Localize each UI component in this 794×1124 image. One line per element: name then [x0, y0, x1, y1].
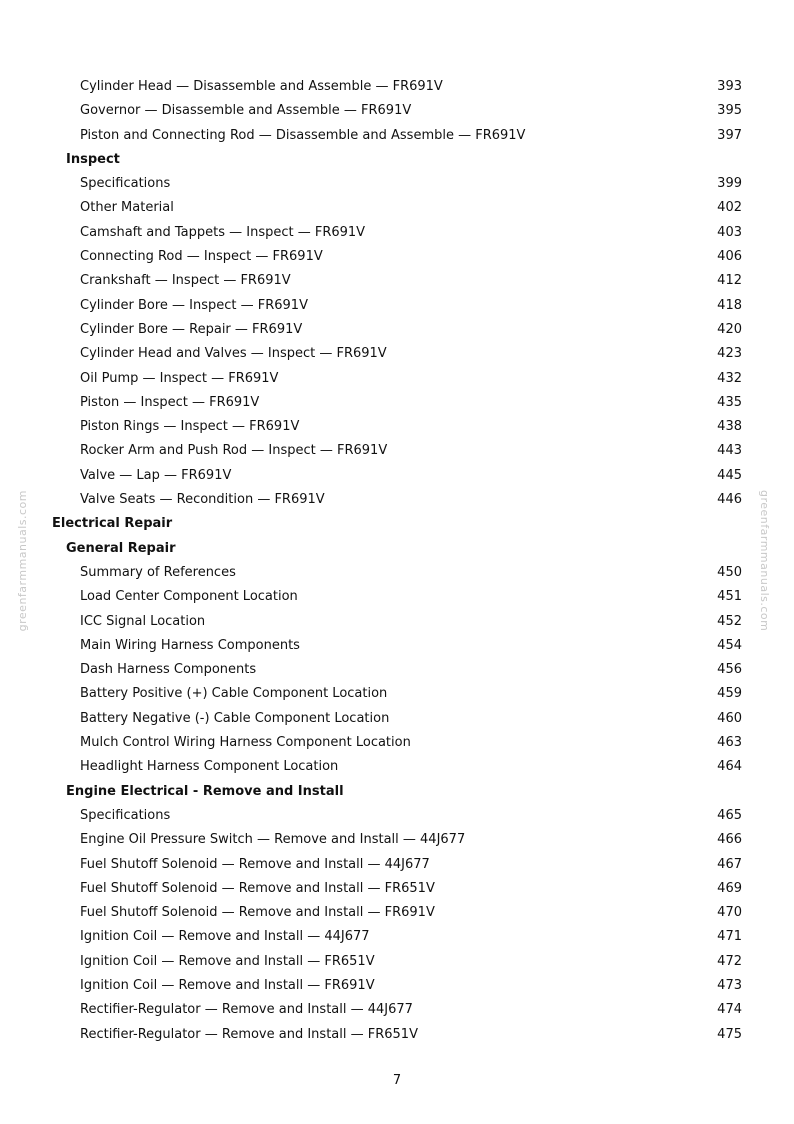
toc-entry[interactable] [0, 391, 794, 415]
toc-entry[interactable] [0, 124, 794, 148]
toc-subsection-heading [0, 780, 794, 804]
toc-entry[interactable] [0, 196, 794, 220]
toc-entry[interactable] [0, 342, 794, 366]
toc-entry-page: 467 [717, 856, 742, 872]
toc-entry[interactable] [0, 464, 794, 488]
toc-entry-title: Piston — Inspect — FR691V [80, 394, 260, 410]
toc-entry-title: Main Wiring Harness Components [80, 637, 300, 653]
toc-entry-page: 435 [717, 394, 742, 410]
toc-entry[interactable] [0, 658, 794, 682]
toc-entry[interactable] [0, 731, 794, 755]
toc-entry-title: Fuel Shutoff Solenoid — Remove and Install — FR691V [80, 905, 435, 921]
toc-entry-title: Specifications [80, 807, 171, 823]
toc-entry-page: 438 [717, 419, 742, 435]
toc-entry-page: 412 [717, 273, 742, 289]
toc-entry-page: 474 [717, 1002, 742, 1018]
toc-entry-page: 463 [717, 735, 742, 751]
toc-subsection-heading [0, 148, 794, 172]
toc-entry-title: Fuel Shutoff Solenoid — Remove and Install — 44J677 [80, 856, 430, 872]
toc-entry[interactable] [0, 269, 794, 293]
toc-entry-page: 399 [717, 176, 742, 192]
toc-entry[interactable] [0, 707, 794, 731]
toc-entry-page: 443 [717, 443, 742, 459]
toc-entry-title: Rectifier-Regulator — Remove and Install — FR651V [80, 1026, 418, 1042]
toc-entry-title: ICC Signal Location [80, 613, 206, 629]
toc-entry-page: 393 [717, 79, 742, 94]
toc-entry-page: 473 [717, 977, 742, 993]
toc-entry[interactable] [0, 853, 794, 877]
toc-entry-title: Cylinder Bore — Repair — FR691V [80, 321, 303, 337]
toc-entry-title: Valve Seats — Recondition — FR691V [80, 492, 325, 508]
toc-entry-title: Fuel Shutoff Solenoid — Remove and Install — FR651V [80, 880, 435, 896]
toc-entry[interactable] [0, 245, 794, 269]
toc-entry-page: 446 [717, 492, 742, 508]
toc-entry-title: Governor — Disassemble and Assemble — FR691V [80, 103, 412, 119]
toc-entry-page: 466 [717, 832, 742, 848]
watermark-left: greenfarmmanuals.com [16, 490, 29, 632]
toc-entry-title: Other Material [80, 200, 174, 216]
toc-entry-page: 402 [717, 200, 742, 216]
toc-entry-title: Ignition Coil — Remove and Install — 44J677 [80, 929, 370, 945]
toc-entry-page: 445 [717, 467, 742, 483]
toc-entry-title: Summary of References [80, 564, 236, 580]
toc-entry-title: Cylinder Head and Valves — Inspect — FR691V [80, 346, 387, 362]
toc-entry-title: Cylinder Head — Disassemble and Assemble — FR691V [80, 79, 443, 94]
toc-entry-page: 423 [717, 346, 742, 362]
toc-entry[interactable] [0, 950, 794, 974]
toc-entry-page: 418 [717, 297, 742, 313]
toc-entry-page: 452 [717, 613, 742, 629]
toc-entry-page: 470 [717, 905, 742, 921]
toc-entry-page: 460 [717, 710, 742, 726]
toc-entry-page: 450 [717, 564, 742, 580]
toc-entry-title: Dash Harness Components [80, 662, 257, 678]
toc-entry-title: Rectifier-Regulator — Remove and Install — 44J677 [80, 1002, 413, 1018]
toc-entry-title: Inspect [66, 151, 120, 167]
toc-entry-title: Ignition Coil — Remove and Install — FR691V [80, 977, 375, 993]
toc-entry-title: Battery Positive (+) Cable Component Location [80, 686, 388, 702]
toc-entry-title: Crankshaft — Inspect — FR691V [80, 273, 291, 289]
toc-entry[interactable] [0, 294, 794, 318]
toc-entry-page: 395 [717, 103, 742, 119]
toc-subsection-heading [0, 537, 794, 561]
toc-entry[interactable] [0, 755, 794, 779]
toc-entry-title: Electrical Repair [52, 516, 173, 532]
toc-entry-page: 403 [717, 224, 742, 240]
toc-entry-title: Engine Oil Pressure Switch — Remove and Install — 44J677 [80, 832, 466, 848]
watermark-right: greenfarmmanuals.com [758, 490, 771, 632]
toc-entry[interactable] [0, 172, 794, 196]
toc-entry[interactable] [0, 75, 794, 99]
toc-entry[interactable] [0, 974, 794, 998]
toc-entry-page: 397 [717, 127, 742, 143]
toc-entry-page: 472 [717, 953, 742, 969]
toc-entry-title: Piston and Connecting Rod — Disassemble and Assemble — FR691V [80, 127, 526, 143]
toc-entry[interactable] [0, 367, 794, 391]
toc-entry-page: 432 [717, 370, 742, 386]
toc-entry-title: Battery Negative (-) Cable Component Location [80, 710, 390, 726]
toc-entry-page: 406 [717, 249, 742, 265]
toc-entry-title: Camshaft and Tappets — Inspect — FR691V [80, 224, 366, 240]
toc-entry-title: Oil Pump — Inspect — FR691V [80, 370, 279, 386]
toc-entry-title: Engine Electrical - Remove and Install [66, 783, 344, 799]
table-of-contents [0, 75, 794, 1047]
toc-entry-title: Load Center Component Location [80, 589, 298, 605]
toc-entry[interactable] [0, 415, 794, 439]
toc-entry-title: Valve — Lap — FR691V [80, 467, 232, 483]
page-number: 7 [392, 1073, 402, 1088]
toc-entry-title: Ignition Coil — Remove and Install — FR651V [80, 953, 375, 969]
toc-entry-page: 469 [717, 880, 742, 896]
toc-entry-page: 451 [717, 589, 742, 605]
toc-entry[interactable] [0, 998, 794, 1022]
toc-entry-page: 420 [717, 321, 742, 337]
toc-entry[interactable] [0, 561, 794, 585]
toc-entry[interactable] [0, 99, 794, 123]
toc-entry-page: 456 [717, 662, 742, 678]
toc-entry-page: 459 [717, 686, 742, 702]
toc-entry-page: 465 [717, 807, 742, 823]
toc-entry-page: 475 [717, 1026, 742, 1042]
toc-entry[interactable] [0, 828, 794, 852]
toc-entry-page: 471 [717, 929, 742, 945]
toc-entry[interactable] [0, 439, 794, 463]
toc-entry-page: 454 [717, 637, 742, 653]
toc-entry[interactable] [0, 901, 794, 925]
toc-entry[interactable] [0, 634, 794, 658]
toc-entry[interactable] [0, 804, 794, 828]
toc-entry-title: Mulch Control Wiring Harness Component Location [80, 735, 411, 751]
toc-entry-title: Specifications [80, 176, 171, 192]
toc-entry[interactable] [0, 1023, 794, 1047]
toc-entry[interactable] [0, 318, 794, 342]
toc-entry[interactable] [0, 682, 794, 706]
toc-entry-title: Headlight Harness Component Location [80, 759, 339, 775]
toc-entry[interactable] [0, 610, 794, 634]
toc-entry-page: 464 [717, 759, 742, 775]
toc-entry[interactable] [0, 488, 794, 512]
toc-entry-title: Piston Rings — Inspect — FR691V [80, 419, 300, 435]
toc-entry[interactable] [0, 221, 794, 245]
toc-section-heading [0, 512, 794, 536]
toc-entry-title: Connecting Rod — Inspect — FR691V [80, 249, 323, 265]
toc-entry[interactable] [0, 925, 794, 949]
toc-entry-title: Cylinder Bore — Inspect — FR691V [80, 297, 308, 313]
toc-entry-title: Rocker Arm and Push Rod — Inspect — FR691V [80, 443, 388, 459]
toc-entry-title: General Repair [66, 540, 176, 556]
toc-entry[interactable] [0, 585, 794, 609]
toc-entry[interactable] [0, 877, 794, 901]
